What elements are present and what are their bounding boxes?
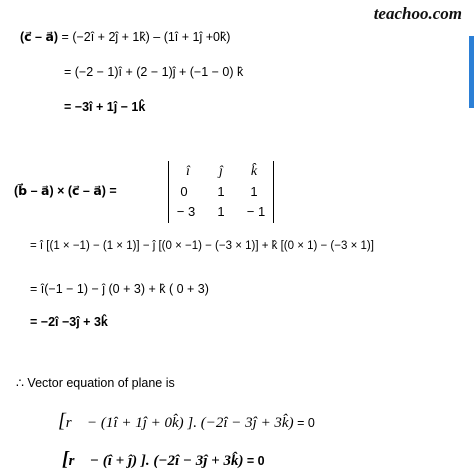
det-r1c3: k̂	[250, 164, 258, 179]
determinant-matrix	[168, 161, 274, 223]
teachoo-logo: teachoo.com	[373, 4, 462, 23]
c-minus-a-line2: = (−2 − 1)î + (2 − 1)ĵ + (−1 − 0) k̂	[64, 65, 244, 79]
vector-equation-1	[58, 410, 315, 434]
c-minus-a-rhs: = (−2î + 2ĵ + 1k̂) – (1î + 1ĵ +0k̂)	[58, 30, 231, 44]
det-r2c3: 1	[250, 184, 258, 199]
sidebar-accent	[469, 36, 474, 108]
c-minus-a-result: = −3î + 1ĵ − 1k̂	[64, 100, 146, 114]
determinant-expansion: = î [(1 × −1) − (1 × 1)] − ĵ [(0 × −1) − (−3 × 1)] + k̂ [(0 × 1) − (−3 × 1)]	[30, 240, 374, 252]
det-r2c1: 0	[180, 184, 188, 199]
det-r3c3: − 1	[246, 204, 266, 219]
eq1-bracket: [	[58, 410, 66, 432]
eq1-rhs: = 0	[293, 416, 315, 430]
eq2-body: r⃗ − (î + ĵ) ]. (−2î − 3ĵ + 3k̂)	[68, 453, 244, 469]
det-r3c2: 1	[217, 204, 225, 219]
det-r1c2: ĵ	[219, 164, 223, 179]
det-r3c1: − 3	[176, 204, 196, 219]
determinant-simplify: = î(−1 − 1) − ĵ (0 + 3) + k̂ ( 0 + 3)	[30, 282, 209, 296]
eq2-rhs: = 0	[243, 454, 265, 468]
vector-equation-final	[62, 448, 265, 472]
det-r1c1: î	[186, 164, 190, 179]
cross-product-lhs: (b⃗ – a⃗) × (c⃗ – a⃗) =	[14, 184, 117, 198]
c-minus-a-line1	[20, 29, 230, 45]
eq1-body: r⃗ − (1î + 1ĵ + 0k̂) ]. (−2î − 3ĵ + 3k̂)	[65, 415, 294, 431]
vector-equation-intro: ∴ Vector equation of plane is	[16, 376, 175, 390]
normal-vector-result: = −2î −3ĵ + 3k̂	[30, 315, 108, 329]
eq2-bracket: [	[62, 448, 69, 470]
c-minus-a-label: (c⃗ – a⃗)	[20, 30, 59, 44]
det-r2c2: 1	[217, 184, 225, 199]
